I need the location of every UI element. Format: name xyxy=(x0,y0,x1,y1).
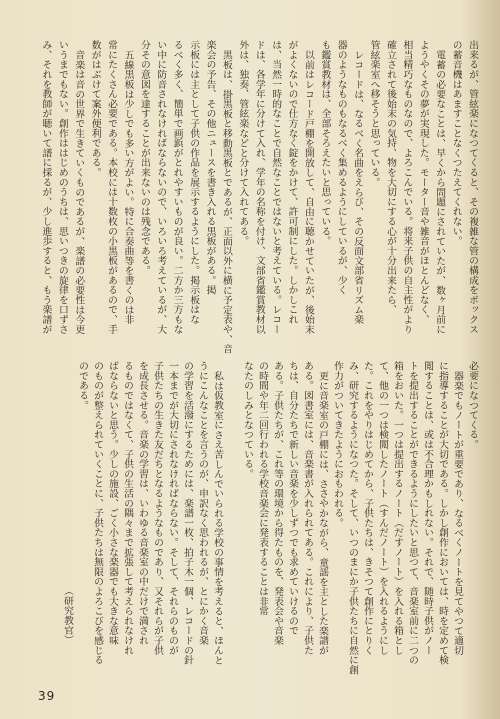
text-column: いうまでもない。創作ははじめのうちは、思いつきの旋律を口ずさ xyxy=(56,40,68,334)
text-column: ようやくその夢が実現した。モーター音や雑音がほとんどなく、 xyxy=(417,40,429,325)
text-column: ちは、自分たちで新しい音楽を少しずつでも求めていけるので xyxy=(287,361,298,636)
text-column: トを提出することができるようにしたいと思つて、音楽室前に二つの xyxy=(407,361,418,665)
text-column: 以前はレコード戸棚を開放して、自由に聴かせていたが、後始末 xyxy=(302,49,314,334)
text-column: 数がはぶけて案外便利である。 xyxy=(89,40,101,178)
text-column: 分その意図を達することが出来ないのは残念である。 xyxy=(138,40,150,276)
text-column: レコードは、なるべく名曲をえらび、その反面文部省リズム楽 xyxy=(352,49,364,325)
page-number: 39 xyxy=(38,689,56,703)
text-column: うにこんなことを言うのが、申訳なく思われるが、とにかく音楽 xyxy=(197,361,208,646)
text-column: 外は、独奏、管絃楽などと分けて入れてある。 xyxy=(237,40,249,246)
text-column: 黒板は、掛黒板と移動黒板とであるが、正面以外に横に予定表や、音 xyxy=(220,49,232,354)
text-column: 私は仮教室にさえ苦しんでいられる学校の事情を考えると、ほんと xyxy=(212,370,223,665)
paragraph-gap xyxy=(225,361,240,683)
text-column: た。これをやりはじめてから、子供たちは、きそつて創作にとりく xyxy=(362,361,373,655)
text-column: なたのしみとなつている。 xyxy=(242,361,253,479)
text-column: 楽会の予告、その他ニュースを書き入れる黒板がある。掲 xyxy=(204,40,216,295)
author-signature: （研究教官） xyxy=(62,586,73,645)
text-column: のである。 xyxy=(77,361,88,410)
text-column: 閲することは、或は不合理かもしれない。それで、随時子供がノー xyxy=(422,361,433,655)
text-column: の蓄音機はあますことなくつたえてくれない。 xyxy=(450,40,462,246)
text-column: て、他の一つは検閲したノート（すんだノート）を入れるようにし xyxy=(377,361,388,655)
text-column: み、それを教師が聴いて譜に採るが、少し進歩すると、もう楽譜が xyxy=(40,40,52,334)
text-column: 確立されて後始末の気持、物を大切にする心が十分出来たら、 xyxy=(384,40,396,315)
text-column: の時間や年二回行われる学校音楽会に発表することは非常 xyxy=(257,361,268,616)
text-column: ある。子供たちが、これ等の環境から得たものを、発表会や音楽 xyxy=(272,361,283,646)
text-column: 相当精巧なものなので、よろこんでいる。将来子供の自主性がより xyxy=(401,40,413,334)
text-column: 常にたくさん必要である。本校には十数枚の小黒板があるので、手 xyxy=(106,40,118,334)
text-column: ばならないと思う。少しの施設、ごく小さな楽器でも大きな意味 xyxy=(107,361,118,646)
text-column: のものが整えられていくことに、子供たちは無限のよろこびを感じる xyxy=(92,361,103,665)
text-column: るべく多く、簡単で画鋲がとれやすいものが良い。二方か三方もな xyxy=(171,40,183,334)
text-column: るものではなくて、子供の生活の隅々まで拡張して考えられなけれ xyxy=(122,361,133,655)
text-column: ある。図書室には、音楽書が入れられてある。これにより、子供た xyxy=(302,361,313,655)
text-column: い中に防音されなければならないので、いろいろ考えているが、大 xyxy=(155,40,167,334)
text-column: 示板には主として子供の作品を展示するようにした。掲示板はな xyxy=(188,40,200,325)
text-column: に指導することが大切である。しかし創作においては、時を定めて検 xyxy=(437,361,448,665)
text-column: の学習を活潑にするためには、楽譜一枚、拍子木一個、レコードの針 xyxy=(182,361,193,665)
text-column: は、当然一時的なことで自然なことではないと考えている。レコー xyxy=(270,40,282,334)
text-column: 箱をおいた。一つは提出するノート（だすノート）を入れる箱とし xyxy=(392,361,403,655)
text-column: み、研究するようになつた。そして、いつのまにか子供たちに自然に創 xyxy=(347,361,358,675)
text-column: 音楽は音の世界で生きていくものであるが、楽譜の必要性は今更 xyxy=(73,49,85,334)
text-column: 出来るが、管絃楽になつてくると、その複雑な管の構成をボックス xyxy=(467,40,478,334)
text-column: 更に音楽室の戸棚には、ささやかながら、童謡を主とした楽譜が xyxy=(317,370,328,655)
text-column: も鑑賞教材は、全部そろえたいと思っている。 xyxy=(319,40,331,246)
text-column: 作力がついてきたようにおもわれる。 xyxy=(332,361,343,528)
lower-text-block xyxy=(60,361,480,683)
text-column: 器楽でもノートが重要であり、なるべくノートを見てやつて適切 xyxy=(452,370,463,655)
text-column: 必要になつてくる。 xyxy=(467,361,478,450)
text-column: 管絃楽室へ移そうと思っている。 xyxy=(368,40,380,187)
text-column: がよくないので仕方なく錠をかけて、許可制にした。しかしこれ xyxy=(286,40,298,325)
text-column: 子供たちの生きた友だちとなるようなものであり、又それらが子供 xyxy=(152,361,163,655)
text-column: 五線黒板は少しでも多い方がよい。特に合奏曲等を書くのは非 xyxy=(122,49,134,325)
text-column: 電蓄の必要なことは、早くから問題にされていたが、数ヶ月前に xyxy=(434,49,446,334)
upper-text-block xyxy=(37,40,480,355)
text-column: 一本までが大切にされなければならない。そして、それらのものが xyxy=(167,361,178,655)
text-column: 器のようなものもなるべく集めるようにしているが、少く xyxy=(335,40,347,295)
text-column: を成長させる。音楽の学習は、いわゆる音楽室の中だけで満され xyxy=(137,361,148,646)
text-column: ドは、各学年に分けて入れ、学年の名称を付け、文部省鑑賞教材以 xyxy=(253,40,265,334)
